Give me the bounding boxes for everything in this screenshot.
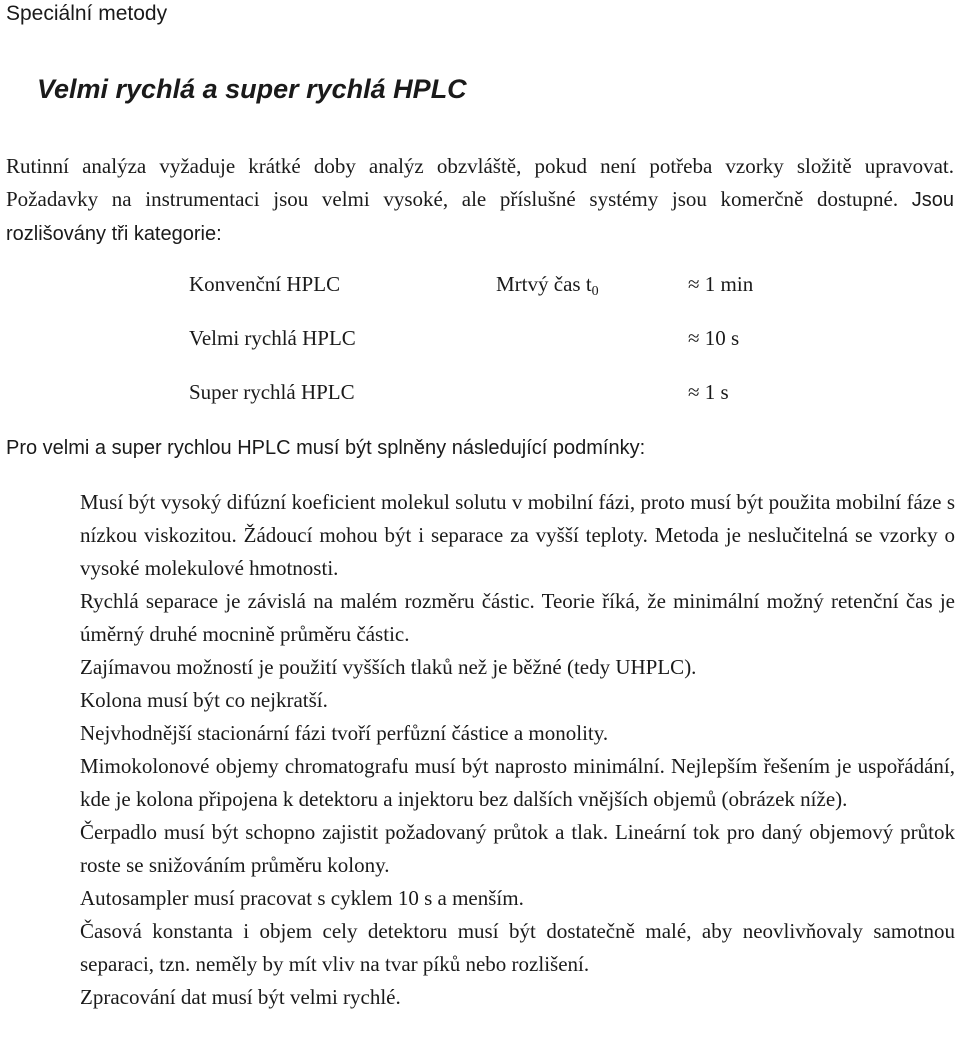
category-name: Super rychlá HPLC (189, 380, 355, 404)
category-value: ≈ 1 s (688, 380, 729, 404)
categories-lead: Jsou rozlišovány tři kategorie: (6, 189, 955, 245)
condition-item: Časová konstanta i objem cely detektoru musí být dostatečně malé, aby neovlivňovaly samotnou separaci, tzn. neměly by mít vliv na tvar píků nebo rozlišení. (80, 919, 955, 976)
category-name: Velmi rychlá HPLC (189, 326, 356, 350)
intro-paragraph (6, 150, 954, 251)
condition-item: Musí být vysoký difúzní koeficient molekul solutu v mobilní fázi, proto musí být použita mobilní fáze s nízkou viskozitou. Žádoucí mohou být i separace za vyšší teploty. Metoda je neslučitelná se vzorky o vysoké molekulové hmotnosti. (80, 490, 955, 580)
condition-item: Mimokolonové objemy chromatografu musí být naprosto minimální. Nejlepším řešením je uspořádání, kde je kolona připojena k detektoru a injektoru bez dalších vnějších objemů (obrázek níže). (80, 754, 955, 811)
condition-item: Autosampler musí pracovat s cyklem 10 s a menším. (80, 886, 524, 910)
condition-item: Nejvhodnější stacionární fázi tvoří perfůzní částice a monolity. (80, 721, 609, 745)
condition-item: Kolona musí být co nejkratší. (80, 688, 328, 712)
condition-item: Zajímavou možností je použití vyšších tlaků než je běžné (tedy UHPLC). (80, 655, 697, 679)
intro-text: Rutinní analýza vyžaduje krátké doby analýz obzvláště, pokud není potřeba vzorky složitě upravovat. Požadavky na instrumentaci jsou velmi vysoké, ale příslušné systémy jsou komerčně dostupné. (6, 154, 954, 211)
condition-item: Rychlá separace je závislá na malém rozměru částic. Teorie říká, že minimální možný retenční čas je úměrný druhé mocnině průměru částic. (80, 589, 955, 646)
page-title: Velmi rychlá a super rychlá HPLC (37, 74, 467, 104)
dead-time-label (496, 268, 599, 308)
category-value: ≈ 1 min (688, 272, 754, 296)
category-value: ≈ 10 s (688, 326, 740, 350)
conditions-list (80, 486, 955, 1014)
dead-time-subscript: 0 (591, 284, 599, 299)
section-header: Speciální metody (6, 2, 168, 25)
dead-time-text: Mrtvý čas t (496, 272, 592, 296)
conditions-intro: Pro velmi a super rychlou HPLC musí být splněny následující podmínky: (6, 437, 646, 459)
category-name: Konvenční HPLC (189, 272, 341, 296)
condition-item: Zpracování dat musí být velmi rychlé. (80, 985, 401, 1009)
condition-item: Čerpadlo musí být schopno zajistit požadovaný průtok a tlak. Lineární tok pro daný objemový průtok roste se snižováním průměru kolony. (80, 820, 955, 877)
